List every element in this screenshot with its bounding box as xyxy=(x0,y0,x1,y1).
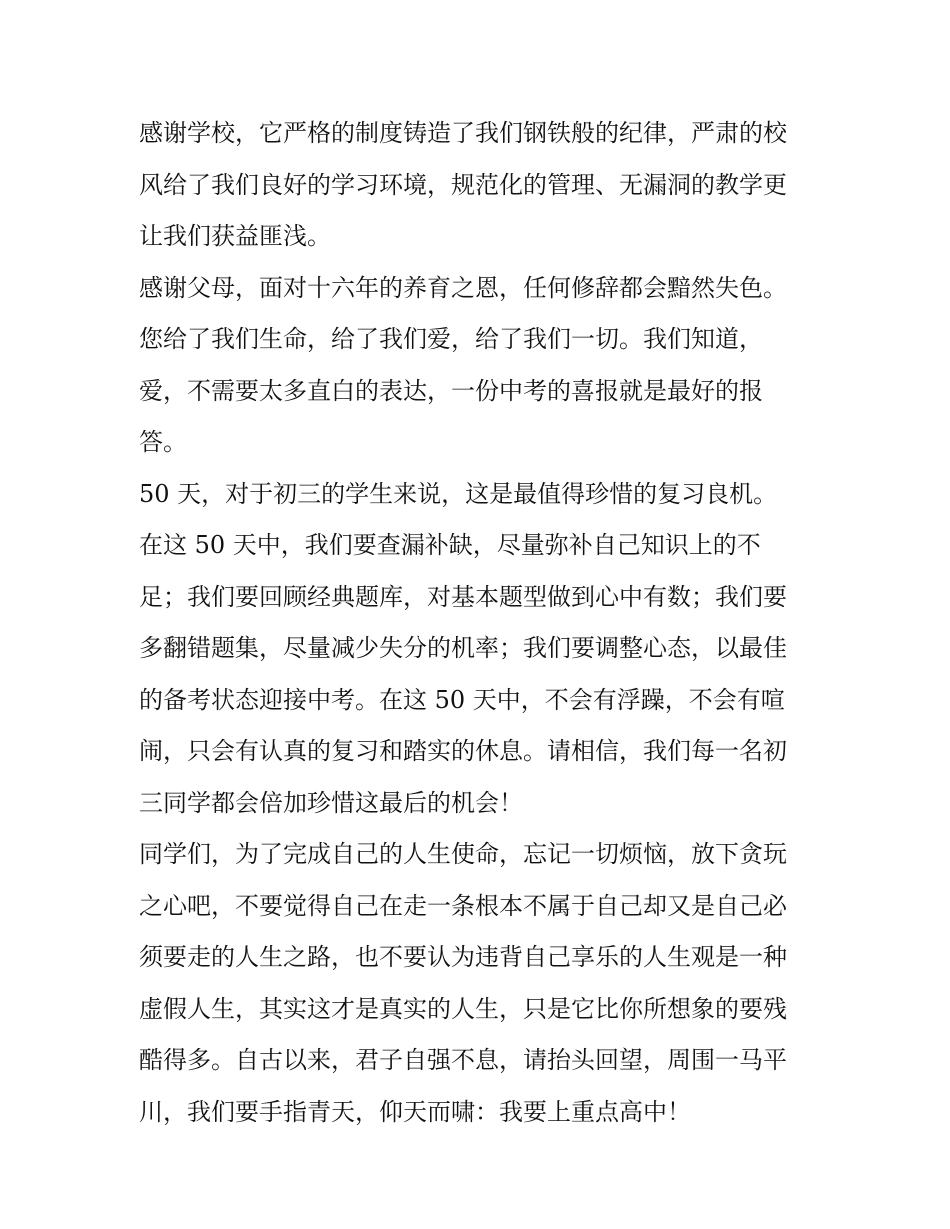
text-line: 爱，不需要太多直白的表达，一份中考的喜报就是最好的报 xyxy=(139,376,763,405)
document-body xyxy=(139,108,829,1138)
text-line: 三同学都会倍加珍惜这最后的机会！ xyxy=(139,788,523,817)
text-line: 答。 xyxy=(139,428,187,456)
text-line: 50 天，对于初三的学生来说，这是最值得珍惜的复习良机。 xyxy=(139,479,778,508)
paragraph-thanks-school xyxy=(139,108,829,263)
text-line: 足；我们要回顾经典题库，对基本题型做到心中有数；我们要 xyxy=(139,582,787,611)
text-line: 之心吧，不要觉得自己在走一条根本不属于自己却又是自己必 xyxy=(139,891,787,920)
text-line: 在这 50 天中，我们要查漏补缺，尽量弥补自己知识上的不 xyxy=(139,531,761,559)
text-line: 的备考状态迎接中考。在这 50 天中，不会有浮躁，不会有喧 xyxy=(139,685,785,714)
text-line: 您给了我们生命，给了我们爱，给了我们一切。我们知道， xyxy=(139,325,763,353)
paragraph-fifty-days xyxy=(139,469,829,830)
text-line: 风给了我们良好的学习环境，规范化的管理、无漏洞的教学更 xyxy=(139,170,787,199)
text-line: 虚假人生，其实这才是真实的人生，只是它比你所想象的要残 xyxy=(139,994,787,1023)
text-line: 让我们获益匪浅。 xyxy=(139,222,331,250)
text-line: 闹，只会有认真的复习和踏实的休息。请相信，我们每一名初 xyxy=(139,737,787,765)
text-line: 川，我们要手指青天，仰天而啸：我要上重点高中！ xyxy=(139,1097,691,1126)
text-line: 感谢父母，面对十六年的养育之恩，任何修辞都会黯然失色。 xyxy=(139,273,787,302)
text-line: 酷得多。自古以来，君子自强不息，请抬头回望，周围一马平 xyxy=(139,1046,787,1074)
paragraph-classmates xyxy=(139,829,829,1138)
text-line: 多翻错题集，尽量减少失分的机率；我们要调整心态，以最佳 xyxy=(139,634,787,662)
text-line: 须要走的人生之路，也不要认为违背自己享乐的人生观是一种 xyxy=(139,943,787,971)
paragraph-thanks-parents xyxy=(139,263,829,469)
text-line: 同学们，为了完成自己的人生使命，忘记一切烦恼，放下贪玩 xyxy=(139,840,787,868)
text-line: 感谢学校，它严格的制度铸造了我们钢铁般的纪律，严肃的校 xyxy=(139,119,787,147)
